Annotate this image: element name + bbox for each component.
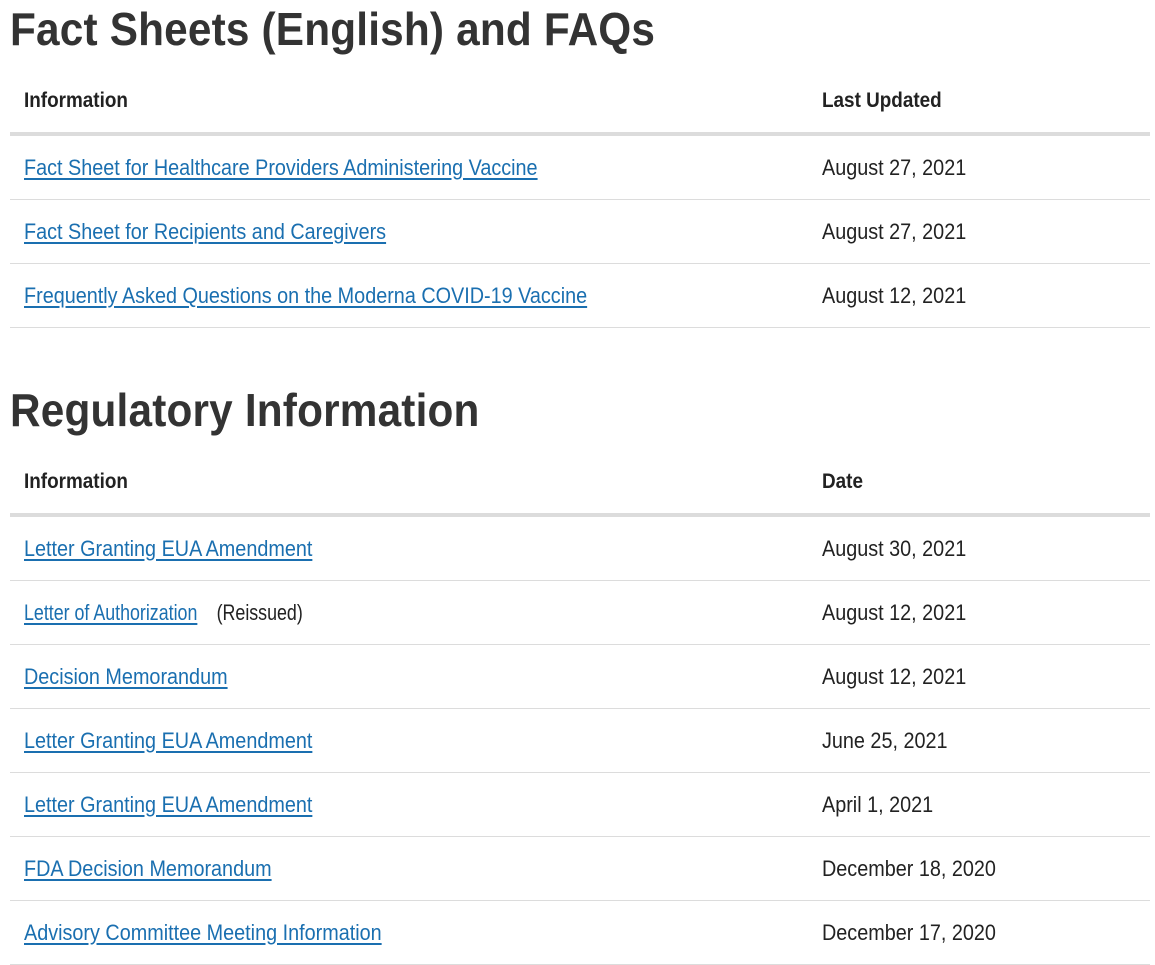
column-header-information	[10, 70, 808, 134]
info-cell	[10, 709, 808, 773]
table-header-row	[10, 70, 1150, 134]
column-header-information	[10, 451, 808, 515]
date-cell	[808, 709, 1150, 773]
faq-moderna-link[interactable]: Frequently Asked Questions on the Moderna COVID-19 Vaccine	[24, 282, 588, 308]
date-text: August 12, 2021	[822, 599, 967, 625]
table-row	[10, 200, 1150, 264]
decision-memorandum-link[interactable]: Decision Memorandum	[24, 663, 228, 689]
table-header-row	[10, 451, 1150, 515]
fda-decision-memorandum-link[interactable]: FDA Decision Memorandum	[24, 855, 272, 881]
date-cell	[808, 134, 1150, 200]
column-header-date-label: Date	[822, 470, 863, 493]
info-cell	[10, 134, 808, 200]
regulatory-table	[10, 451, 1150, 965]
date-text: April 1, 2021	[822, 791, 934, 817]
section-title-regulatory: Regulatory Information	[10, 384, 480, 436]
date-text: December 17, 2020	[822, 919, 996, 945]
date-cell	[808, 901, 1150, 965]
table-row	[10, 515, 1150, 581]
letter-of-authorization-link[interactable]: Letter of Authorization	[24, 599, 198, 625]
table-row	[10, 264, 1150, 328]
fact-sheet-providers-link[interactable]: Fact Sheet for Healthcare Providers Administering Vaccine	[24, 154, 538, 180]
info-cell	[10, 901, 808, 965]
fact-sheets-table-container	[10, 70, 1150, 328]
section-title-fact-sheets: Fact Sheets (English) and FAQs	[10, 3, 656, 55]
date-text: August 27, 2021	[822, 218, 967, 244]
date-cell	[808, 837, 1150, 901]
date-text: August 12, 2021	[822, 282, 967, 308]
column-header-information-label: Information	[24, 470, 128, 493]
date-cell	[808, 264, 1150, 328]
date-cell	[808, 581, 1150, 645]
date-cell	[808, 645, 1150, 709]
table-row	[10, 581, 1150, 645]
info-cell	[10, 837, 808, 901]
column-header-date	[808, 451, 1150, 515]
letter-eua-amendment-link[interactable]: Letter Granting EUA Amendment	[24, 791, 313, 817]
column-header-last-updated	[808, 70, 1150, 134]
table-row	[10, 645, 1150, 709]
advisory-committee-link[interactable]: Advisory Committee Meeting Information	[24, 919, 382, 945]
date-text: August 12, 2021	[822, 663, 967, 689]
table-row	[10, 901, 1150, 965]
info-cell	[10, 581, 808, 645]
info-cell	[10, 264, 808, 328]
date-cell	[808, 200, 1150, 264]
table-row	[10, 773, 1150, 837]
fact-sheet-recipients-link[interactable]: Fact Sheet for Recipients and Caregivers	[24, 218, 387, 244]
fact-sheets-table	[10, 70, 1150, 328]
date-text: December 18, 2020	[822, 855, 996, 881]
date-text: August 30, 2021	[822, 535, 967, 561]
letter-eua-amendment-link[interactable]: Letter Granting EUA Amendment	[24, 535, 313, 561]
letter-eua-amendment-link[interactable]: Letter Granting EUA Amendment	[24, 727, 313, 753]
reissued-note: (Reissued)	[216, 599, 303, 625]
date-cell	[808, 515, 1150, 581]
info-cell-content	[24, 600, 312, 626]
info-cell	[10, 515, 808, 581]
column-header-last-updated-label: Last Updated	[822, 89, 942, 112]
table-row	[10, 709, 1150, 773]
info-cell	[10, 200, 808, 264]
table-row	[10, 134, 1150, 200]
info-cell	[10, 773, 808, 837]
date-text: August 27, 2021	[822, 154, 967, 180]
regulatory-table-container	[10, 451, 1150, 965]
column-header-information-label: Information	[24, 89, 128, 112]
date-cell	[808, 773, 1150, 837]
info-cell	[10, 645, 808, 709]
date-text: June 25, 2021	[822, 727, 948, 753]
table-row	[10, 837, 1150, 901]
